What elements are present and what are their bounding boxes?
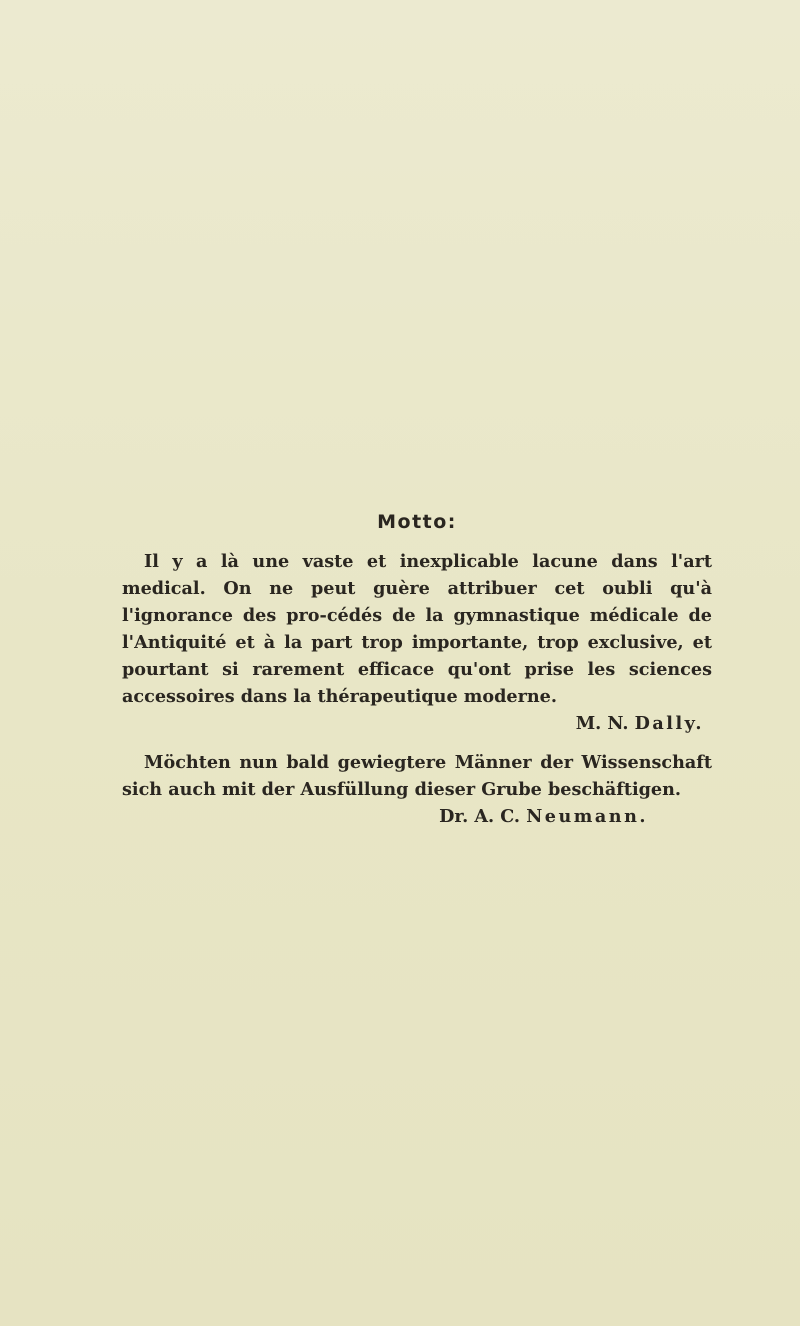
german-quote-text: Möchten nun bald gewiegtere Männer der Wissenschaft sich auch mit der Ausfüllung dieser Grube beschäftigen. <box>122 752 712 800</box>
attribution-prefix: Dr. A. C. <box>439 806 521 827</box>
french-quote-attribution <box>122 710 712 737</box>
attribution-name: Dally. <box>634 713 704 734</box>
french-quote <box>122 548 712 710</box>
motto-block <box>122 510 712 830</box>
attribution-name: Neumann. <box>526 806 648 827</box>
motto-heading: Motto: <box>377 511 457 533</box>
attribution-prefix: M. N. <box>575 713 629 734</box>
german-quote-attribution <box>122 803 712 830</box>
french-quote-text: Il y a là une vaste et inexplicable lacune dans l'art medical. On ne peut guère attribuer cet oubli qu'à l'ignorance des pro-cédés de la gymnastique médicale de l'Antiquité et à la part trop importante, trop exclusive, et pourtant si rarement efficace qu'ont prise les sciences accessoires dans la thérapeutique moderne. <box>122 551 712 707</box>
german-quote <box>122 749 712 803</box>
